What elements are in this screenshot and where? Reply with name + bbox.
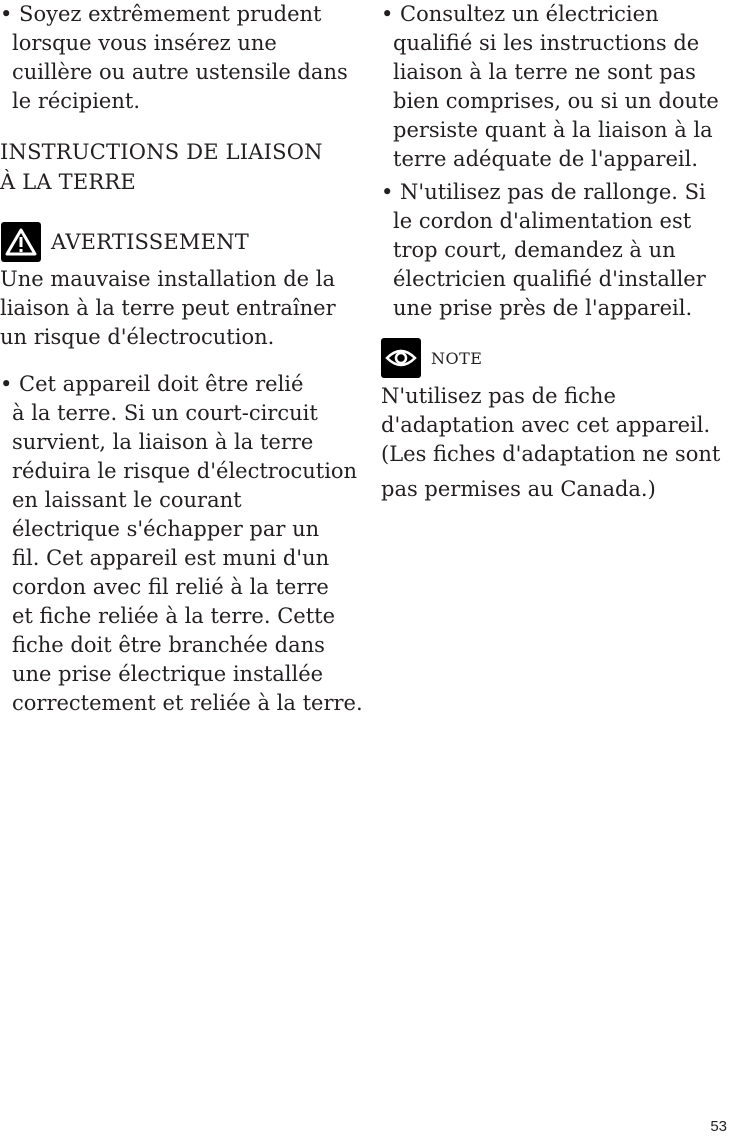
text-line: un risque d'électrocution. [0,325,275,349]
warning-text [0,265,336,352]
bullet-electrician [381,0,719,174]
text-line: Une mauvaise installation de la [0,267,335,291]
text-line: survient, la liaison à la terre [12,430,314,454]
heading-line: INSTRUCTIONS DE LIAISON [0,140,323,164]
text-line: d'adaptation avec cet appareil. [381,413,711,437]
text-line: électricien qualifié d'installer [393,267,706,291]
page-number: 53 [710,1118,727,1135]
text-line: fiche doit être branchée dans [12,633,325,657]
text-line: fil. Cet appareil est muni d'un [12,546,330,570]
text-line: une prise électrique installée [12,662,324,686]
bullet-grounding [0,370,363,718]
text-line: électrique s'échapper par un [12,517,320,541]
bullet-spoon-caution [0,0,348,116]
note-text [381,382,720,504]
text-line: • Soyez extrêmement prudent [0,2,322,26]
text-line: en laissant le courant [12,488,242,512]
text-line: cordon avec fil relié à la terre [12,575,329,599]
text-line: terre adéquate de l'appareil. [393,147,699,171]
text-line: pas permises au Canada.) [381,477,656,501]
heading-line: À LA TERRE [0,170,136,194]
text-line: • Cet appareil doit être relié [0,372,304,396]
section-heading [0,137,323,197]
text-line: bien comprises, ou si un doute [393,89,719,113]
text-line: une prise près de l'appareil. [393,296,693,320]
text-line: qualifié si les instructions de [393,31,700,55]
warning-badge [1,222,249,262]
text-line: liaison à la terre peut entraîner [0,296,336,320]
text-line: lorsque vous insérez une [12,31,277,55]
note-badge [381,338,482,378]
text-line: cuillère ou autre ustensile dans [12,60,348,84]
text-line: persiste quant à la liaison à la [393,118,713,142]
text-line: le récipient. [12,89,140,113]
text-line: le cordon d'alimentation est [393,209,692,233]
text-line: correctement et reliée à la terre. [12,691,363,715]
text-line: trop court, demandez à un [393,238,676,262]
warning-label: AVERTISSEMENT [51,230,249,254]
note-label: NOTE [431,348,483,368]
text-line: • N'utilisez pas de rallonge. Si [381,180,706,204]
eye-icon [381,338,421,378]
text-line: à la terre. Si un court-circuit [12,401,318,425]
text-line: (Les fiches d'adaptation ne sont [381,442,721,466]
warning-icon [1,222,41,262]
text-line: liaison à la terre ne sont pas [393,60,696,84]
bullet-extension-cord [381,178,706,323]
text-line: et fiche reliée à la terre. Cette [12,604,335,628]
text-line: réduira le risque d'électrocution [12,459,358,483]
text-line: • Consultez un électricien [381,2,659,26]
text-line: N'utilisez pas de fiche [381,384,616,408]
